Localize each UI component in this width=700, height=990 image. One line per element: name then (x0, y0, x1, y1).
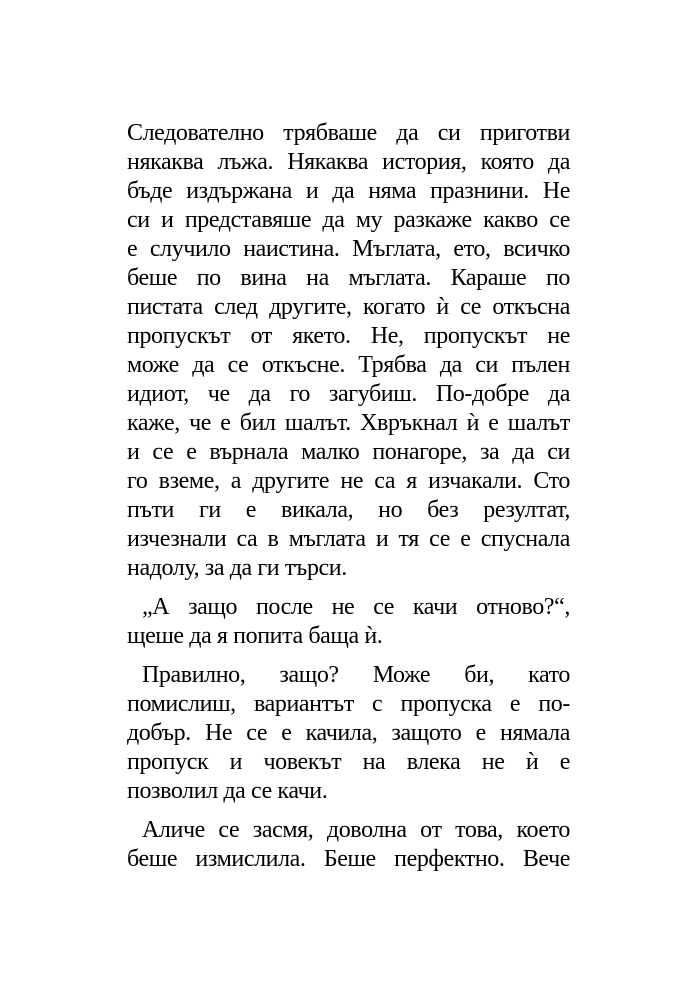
text-line: пистата след другите, когато ѝ се откъсна (127, 294, 570, 320)
body-text (127, 119, 570, 874)
text-line: и се е върнала малко понагоре, за да си (127, 439, 570, 465)
paragraph (127, 661, 570, 806)
paragraph (127, 593, 570, 651)
text-line: е случило наистина. Мъглата, ето, всичко (127, 236, 570, 262)
text-line: Правилно, защо? Може би, като (142, 662, 570, 688)
text-line: Аличе се засмя, доволна от това, което (142, 817, 570, 843)
text-line: го вземе, а другите не са я изчакали. Сто (127, 468, 570, 494)
text-line: надолу, за да ги търси. (127, 555, 347, 581)
text-line: „А защо после не се качи отново?“, (142, 594, 570, 620)
text-line: щеше да я попита баща ѝ. (127, 623, 383, 649)
text-line: бъде издържана и да няма празнини. Не (127, 178, 570, 204)
text-line: си и представяше да му разкаже какво се (127, 207, 570, 233)
text-line: изчезнали са в мъглата и тя се е спуснала (127, 526, 570, 552)
text-line: каже, че е бил шалът. Хвръкнал ѝ е шалът (127, 410, 570, 436)
text-line: Следователно трябваше да си приготви (127, 120, 570, 146)
text-line: някаква лъжа. Някаква история, която да (127, 149, 570, 175)
text-line: може да се откъсне. Трябва да си пълен (127, 352, 570, 378)
text-line: добър. Не се е качила, защото е нямала (127, 720, 570, 746)
text-line: помислиш, вариантът с пропуска е по- (127, 691, 570, 717)
text-line: пропускът от якето. Не, пропускът не (127, 323, 570, 349)
text-line: идиот, че да го загубиш. По-добре да (127, 381, 570, 407)
paragraph (127, 119, 570, 583)
text-line: пъти ги е викала, но без резултат, (127, 497, 570, 523)
text-line: позволил да се качи. (127, 778, 328, 804)
paragraph (127, 816, 570, 874)
text-line: пропуск и човекът на влека не ѝ е (127, 749, 570, 775)
text-line: беше измислила. Беше перфектно. Вече (127, 846, 570, 872)
text-line: беше по вина на мъглата. Караше по (127, 265, 570, 291)
